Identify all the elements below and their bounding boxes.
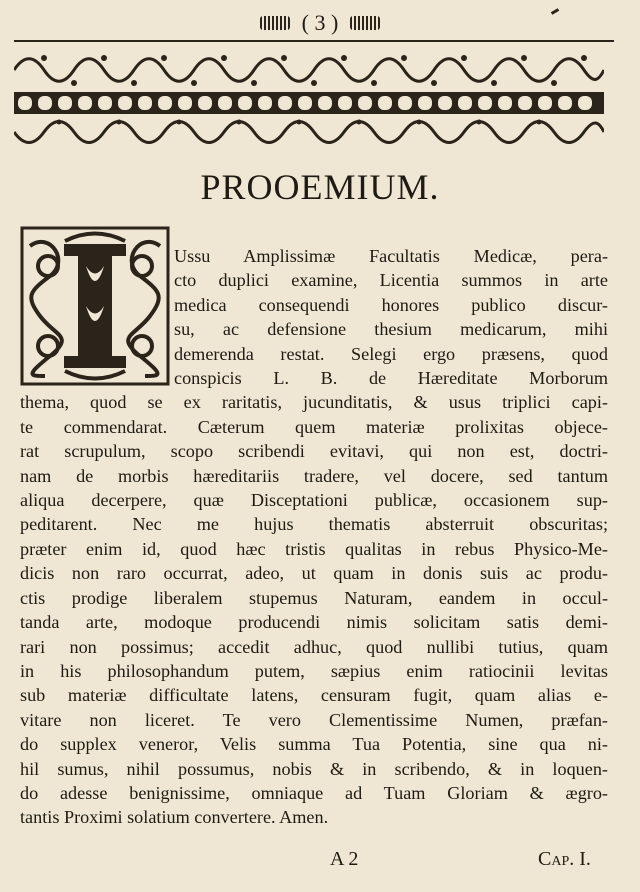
text-line: rat scrupulum, scopo scribendi evitavi, qui non est, doctri- [20, 441, 608, 462]
main-text [20, 244, 608, 830]
ornament-band-bottom [14, 118, 604, 150]
text-line: Ussu Amplissimæ Facultatis Medicæ, pera- [174, 246, 608, 266]
text-line: su, ac defensione thesium medicarum, mihi [174, 319, 608, 340]
text-line: dicis non raro occurrat, adeo, ut quam in donis suis ac produ- [20, 563, 608, 584]
page-number: ( 3 ) [301, 9, 339, 35]
text-line: thema, quod se ex raritatis, jucunditatis, & usus triplici capi- [20, 392, 608, 413]
text-line: nam de morbis hæreditariis tradere, vel docere, sed tantum [20, 465, 608, 486]
text-line: cto duplici examine, Licentia summos in arte [174, 270, 608, 291]
text-line: aliqua decerpere, quæ Disceptationi publicæ, occasionem sup- [20, 490, 608, 511]
text-line: conspicis L. B. de Hæreditate Morborum [174, 368, 608, 389]
text-line: tantis Proximi solatium convertere. Amen. [20, 807, 329, 828]
text-line: vitare non liceret. Te vero Clementissime Numen, præfan- [20, 709, 608, 730]
text-line: rari non possimus; accedit adhuc, quod nullibi tutius, quam [20, 636, 608, 657]
text-line: præter enim id, quod hæc tristis qualitas in rebus Physico-Me- [20, 538, 608, 559]
text-line: do supplex veneror, Velis summa Tua Potentia, sine qua ni- [20, 734, 608, 755]
text-line: demerenda restat. Selegi ergo præsens, quod [174, 343, 608, 364]
ornament-band-middle [14, 92, 604, 114]
running-head [0, 8, 640, 36]
page-title: PROOEMIUM. [200, 167, 440, 207]
head-rule [14, 40, 614, 42]
text-line: ctis prodige liberalem stupemus Naturam, eandem in occul- [20, 587, 608, 608]
text-line: in his philosophandum putem, sæpius enim ratiocinii levitas [20, 660, 608, 681]
text-line: medica consequendi honores publico discur- [174, 294, 608, 315]
text-line: tanda arte, modoque producendi nimis solicitam satis demi- [20, 612, 608, 633]
right-ornament-icon [350, 16, 380, 30]
text-line: peditarent. Nec me hujus thematis absterruit obscuritas; [20, 514, 608, 535]
catchword: Cap. I. [538, 848, 591, 870]
left-ornament-icon [260, 16, 290, 30]
text-line: hil sumus, nihil possumus, nobis & in scribendo, & in loquen- [20, 758, 608, 779]
text-line: do adesse benignissime, omniaque ad Tuam Gloriam & ægro- [20, 782, 608, 803]
text-line: sub materiæ difficultate latens, censuram fugit, quam alias e- [20, 685, 608, 706]
signature-mark: A 2 [330, 848, 359, 870]
ornament-band-top [14, 50, 604, 90]
text-line: te commendarat. Cæterum quem materiæ prolixitas objece- [20, 416, 608, 437]
